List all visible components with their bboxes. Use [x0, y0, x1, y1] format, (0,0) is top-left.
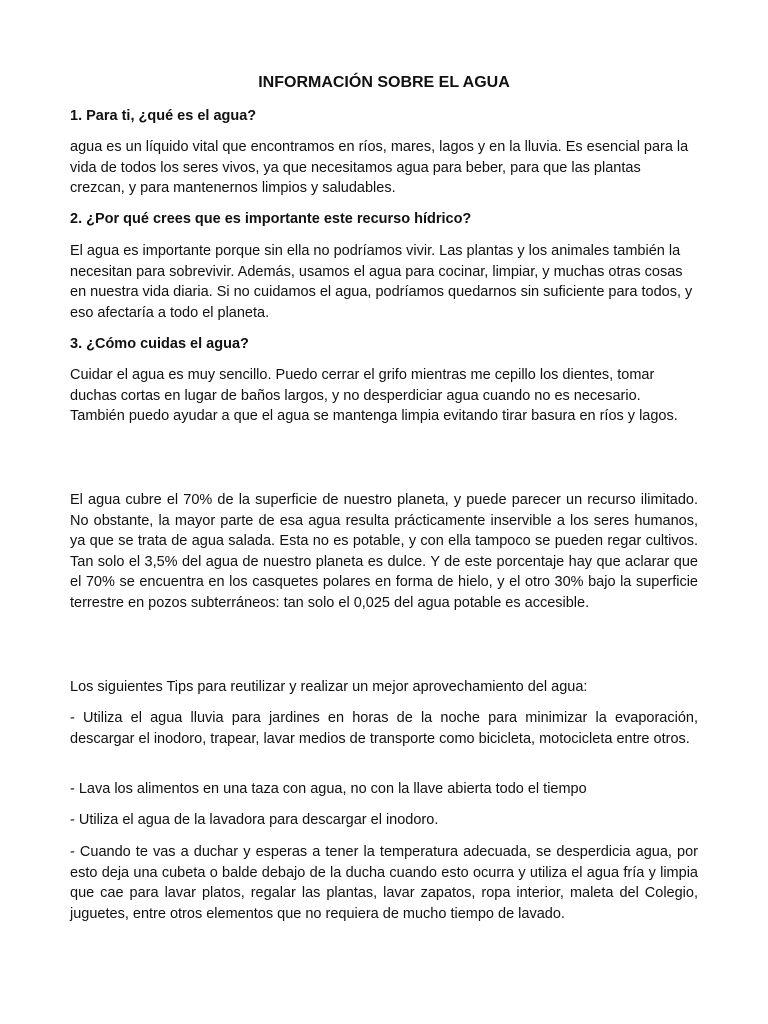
answer-2: El agua es importante porque sin ella no podríamos vivir. Las plantas y los animales también la necesitan para sobrevivir. Además, usamos el agua para cocinar, limpiar, y muchas otras cosas en nuestra vida diaria. Si no cuidamos el agua, podríamos quedarnos sin suficiente para todos, y eso afectaría a todo el planeta.	[70, 243, 693, 321]
question-1: 1. Para ti, ¿qué es el agua?	[70, 108, 257, 124]
tip-item: - Lava los alimentos en una taza con agua, no con la llave abierta todo el tiempo	[70, 781, 587, 797]
answer-3: Cuidar el agua es muy sencillo. Puedo cerrar el grifo mientras me cepillo los dientes, tomar duchas cortas en lugar de baños largos, y no desperdiciar agua cuando no es necesario. También puedo ayudar a que el agua se mantenga limpia evitando tirar basura en ríos y lagos.	[70, 367, 678, 425]
tip-item: - Utiliza el agua de la lavadora para descargar el inodoro.	[70, 812, 439, 828]
tips-intro: Los siguientes Tips para reutilizar y realizar un mejor aprovechamiento del agua:	[70, 679, 588, 695]
question-2: 2. ¿Por qué crees que es importante este recurso hídrico?	[70, 211, 472, 227]
question-3: 3. ¿Cómo cuidas el agua?	[70, 336, 249, 352]
tip-item: - Cuando te vas a duchar y esperas a tener la temperatura adecuada, se desperdicia agua, por esto deja una cubeta o balde debajo de la ducha cuando esto ocurra y utiliza el agua fría y limpia que cae para lavar platos, regalar las plantas, lavar zapatos, ropa interior, maleta del Colegio, juguetes, entre otros elementos que no requiera de mucho tiempo de lavado.	[70, 844, 698, 922]
document-title: INFORMACIÓN SOBRE EL AGUA	[258, 74, 510, 91]
answer-1: agua es un líquido vital que encontramos en ríos, mares, lagos y en la lluvia. Es esencial para la vida de todos los seres vivos, ya que necesitamos agua para beber, para que las plantas crezcan, y para mantenernos limpios y saludables.	[70, 139, 689, 197]
water-facts-paragraph: El agua cubre el 70% de la superficie de nuestro planeta, y puede parecer un recurso ilimitado. No obstante, la mayor parte de esa agua resulta prácticamente inservible a los seres humanos, ya que se trata de agua salada. Esta no es potable, y con ella tampoco se pueden regar cultivos. Tan solo el 3,5% del agua de nuestro planeta es dulce. Y de este porcentaje hay que aclarar que el 70% se encuentra en los casquetes polares en forma de hielo, y el otro 30% bajo la superficie terrestre en pozos subterráneos: tan solo el 0,025 del agua potable es accesible.	[70, 492, 698, 611]
tip-item: - Utiliza el agua lluvia para jardines en horas de la noche para minimizar la evaporación, descargar el inodoro, trapear, lavar medios de transporte como bicicleta, motocicleta entre otros.	[70, 710, 698, 747]
